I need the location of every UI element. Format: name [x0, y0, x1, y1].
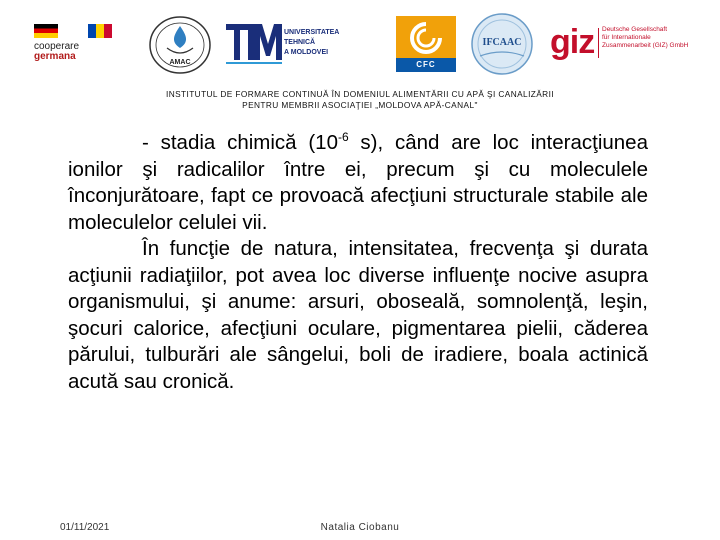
giz-logo: giz Deutsche Gesellschaft für Internationale Zusammenarbeit (GIZ) GmbH [550, 23, 689, 61]
utm-wordmark: UNIVERSITATEA TEHNICĂ A MOLDOVEI [284, 29, 340, 56]
paragraph-radiation-effects: În funcţie de natura, intensitatea, frecvenţa şi durata acţiunii radiaţiilor, pot avea loc diverse influenţe nocive asupra organismului, şi anume: arsuri, oboseală, somnolenţă, leşin, şocuri calorice, afecţiuni oculare, pigmentarea pielii, căderea părului, tulburări ale sângelui, boli de iradiere, boala actinică acută sau cronică. [68, 237, 648, 393]
svg-text:AMAC: AMAC [169, 59, 191, 66]
cooperare-germana-wordmark: cooperare germana [34, 41, 80, 62]
institute-header-line-2: PENTRU MEMBRII ASOCIAŢIEI „MOLDOVA APĂ-CANAL" [242, 100, 478, 110]
footer-author: Natalia Ciobanu [320, 522, 400, 533]
institute-header-line-1: INSTITUTUL DE FORMARE CONTINUĂ ÎN DOMENIUL ALIMENTĂRII CU APĂ ŞI CANALIZĂRII [166, 89, 554, 99]
amac-logo [147, 14, 213, 76]
ifcaac-logo: IFCAAC [470, 12, 534, 76]
paragraph-chemical-stage: - stadia chimică ($10^{-6}$ s), când are loc interacţiunea ionilor şi radicalilor între ei, precum şi cu moleculele înconjurătoare, fapt ce provoacă afecţiuni structurale stabile ale moleculelor celulei vii. [68, 130, 648, 234]
institute-header [100, 89, 620, 111]
utm-logo [224, 18, 370, 66]
footer-date: 01/11/2021 [60, 522, 110, 533]
moldova-flag-icon [88, 24, 112, 38]
germany-flag-icon [34, 24, 58, 38]
cooperare-germana-logo [34, 24, 126, 80]
cfc-logo: CFC [396, 16, 456, 72]
giz-wordmark: Deutsche Gesellschaft für Internationale Zusammenarbeit (GIZ) GmbH [602, 26, 689, 49]
logo-strip [0, 0, 720, 82]
slide-body [68, 130, 648, 395]
